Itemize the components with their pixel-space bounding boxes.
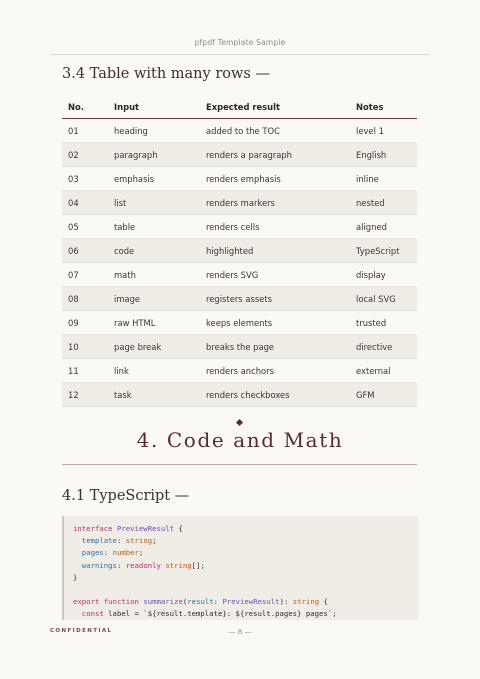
cell-no: 07 xyxy=(62,263,108,287)
results-table xyxy=(62,95,417,407)
cell-no: 04 xyxy=(62,191,108,215)
cell-expected: added to the TOC xyxy=(200,119,350,143)
cell-no: 01 xyxy=(62,119,108,143)
cell-input: list xyxy=(108,191,200,215)
cell-no: 09 xyxy=(62,311,108,335)
column-header-no: No. xyxy=(62,95,108,119)
cell-notes: level 1 xyxy=(350,119,417,143)
cell-expected: renders markers xyxy=(200,191,350,215)
cell-no: 11 xyxy=(62,359,108,383)
cell-expected: highlighted xyxy=(200,239,350,263)
cell-input: raw HTML xyxy=(108,311,200,335)
diamond-ornament-icon xyxy=(236,419,243,426)
code-listing: interface PreviewResult { template: string; pages: number; warnings: readonly string[]; } export function summarize(result: PreviewResult): string { const label = `${result.template}: ${result.pages} pages`; xyxy=(73,524,337,619)
cell-notes: display xyxy=(350,263,417,287)
cell-input: link xyxy=(108,359,200,383)
cell-input: task xyxy=(108,383,200,407)
cell-expected: renders emphasis xyxy=(200,167,350,191)
footer-page-number: — 8 — xyxy=(228,628,252,636)
cell-input: math xyxy=(108,263,200,287)
cell-no: 03 xyxy=(62,167,108,191)
cell-notes: TypeScript xyxy=(350,239,417,263)
cell-input: image xyxy=(108,287,200,311)
cell-notes: English xyxy=(350,143,417,167)
header-divider xyxy=(50,54,430,55)
cell-notes: aligned xyxy=(350,215,417,239)
cell-notes: nested xyxy=(350,191,417,215)
table-row xyxy=(62,167,417,191)
chapter-divider xyxy=(62,464,417,465)
cell-expected: renders cells xyxy=(200,215,350,239)
cell-expected: renders anchors xyxy=(200,359,350,383)
cell-input: paragraph xyxy=(108,143,200,167)
chapter-heading: 4. Code and Math xyxy=(136,428,344,452)
cell-no: 05 xyxy=(62,215,108,239)
cell-input: page break xyxy=(108,335,200,359)
cell-expected: renders a paragraph xyxy=(200,143,350,167)
table-row xyxy=(62,263,417,287)
cell-notes: trusted xyxy=(350,311,417,335)
table-row xyxy=(62,119,417,143)
cell-input: table xyxy=(108,215,200,239)
cell-notes: local SVG xyxy=(350,287,417,311)
column-header-expected-result: Expected result xyxy=(200,95,350,119)
table-row xyxy=(62,143,417,167)
cell-no: 10 xyxy=(62,335,108,359)
table-row xyxy=(62,359,417,383)
code-block xyxy=(62,516,419,620)
table-header-row xyxy=(62,95,417,119)
table-row xyxy=(62,215,417,239)
table-row xyxy=(62,335,417,359)
cell-input: emphasis xyxy=(108,167,200,191)
cell-expected: renders SVG xyxy=(200,263,350,287)
footer-confidential-label: CONFIDENTIAL xyxy=(50,628,113,634)
cell-input: code xyxy=(108,239,200,263)
cell-no: 12 xyxy=(62,383,108,407)
table-row xyxy=(62,191,417,215)
cell-no: 02 xyxy=(62,143,108,167)
table-row xyxy=(62,311,417,335)
column-header-input: Input xyxy=(108,95,200,119)
cell-input: heading xyxy=(108,119,200,143)
section-heading-table: 3.4 Table with many rows — xyxy=(62,66,270,82)
table-row xyxy=(62,239,417,263)
cell-notes: GFM xyxy=(350,383,417,407)
cell-expected: registers assets xyxy=(200,287,350,311)
cell-notes: directive xyxy=(350,335,417,359)
column-header-notes: Notes xyxy=(350,95,417,119)
section-heading-typescript: 4.1 TypeScript — xyxy=(62,488,190,504)
cell-expected: keeps elements xyxy=(200,311,350,335)
cell-no: 06 xyxy=(62,239,108,263)
cell-notes: external xyxy=(350,359,417,383)
cell-expected: renders checkboxes xyxy=(200,383,350,407)
table-row xyxy=(62,383,417,407)
table-row xyxy=(62,287,417,311)
running-header: pfpdf Template Sample xyxy=(194,38,286,47)
cell-notes: inline xyxy=(350,167,417,191)
cell-no: 08 xyxy=(62,287,108,311)
cell-expected: breaks the page xyxy=(200,335,350,359)
